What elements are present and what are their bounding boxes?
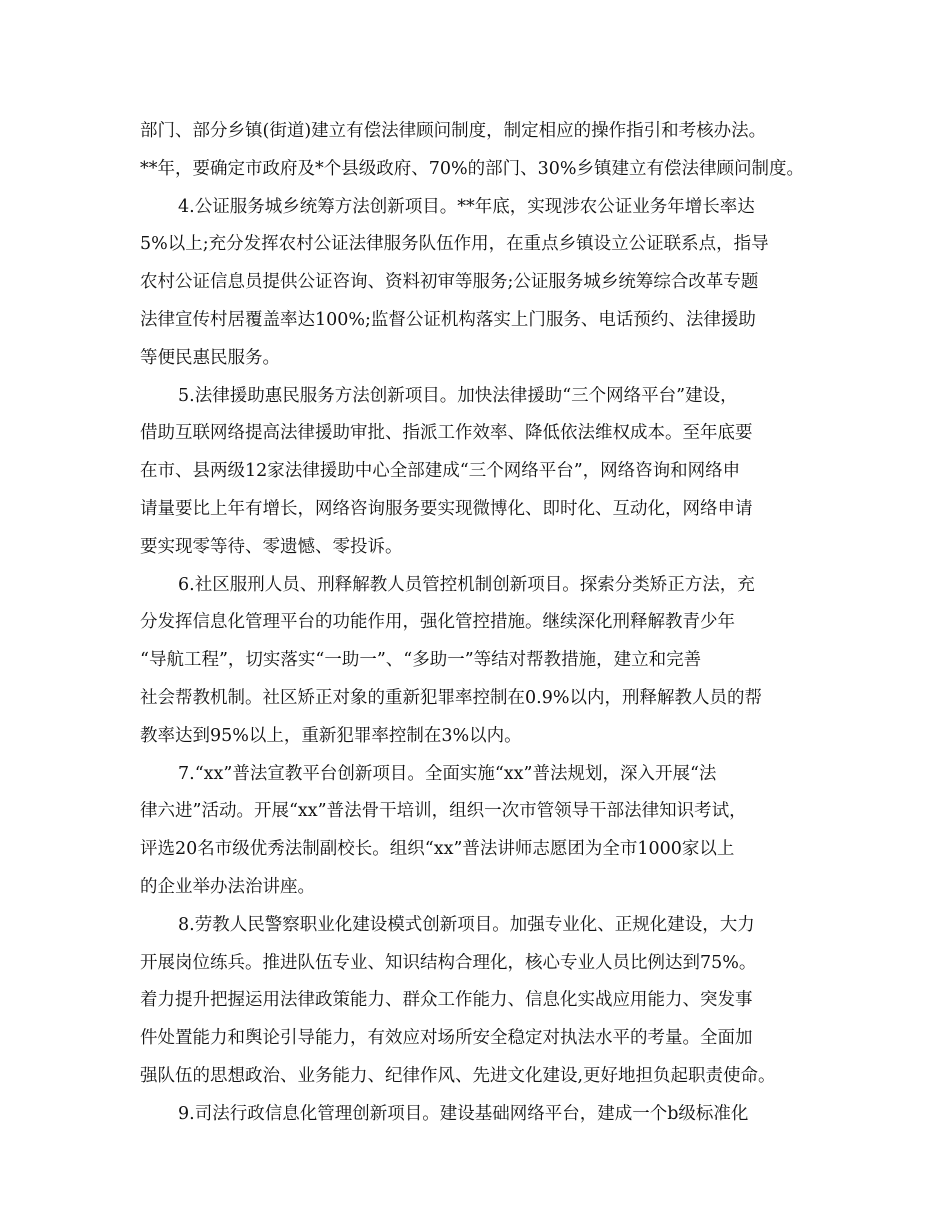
text-line: 强队伍的思想政治、业务能力、纪律作风、先进文化建设,更好地担负起职责使命。 xyxy=(140,1065,776,1086)
paragraph-first-line: 6.社区服刑人员、刑释解教人员管控机制创新项目。探索分类矫正方法，充 xyxy=(178,574,755,595)
text-line: 请量要比上年有增长，网络咨询服务要实现微博化、即时化、互动化，网络申请 xyxy=(140,498,753,519)
text-line: 法律宣传村居覆盖率达100%;监督公证机构落实上门服务、电话预约、法律援助 xyxy=(140,309,756,330)
paragraph-first-line: 7.“xx”普法宣教平台创新项目。全面实施“xx”普法规划，深入开展“法 xyxy=(178,763,717,784)
paragraph-first-line: 5.法律援助惠民服务方法创新项目。加快法律援助“三个网络平台”建设， xyxy=(178,385,738,406)
text-line: 分发挥信息化管理平台的功能作用，强化管控措施。继续深化刑释解教青少年 xyxy=(140,612,735,633)
text-line: 评选20名市级优秀法制副校长。组织“xx”普法讲师志愿团为全市1000家以上 xyxy=(140,839,735,860)
text-line: 开展岗位练兵。推进队伍专业、知识结构合理化，核心专业人员比例达到75%。 xyxy=(140,952,757,973)
text-line: 等便民惠民服务。 xyxy=(140,347,280,368)
text-line: 在市、县两级12家法律援助中心全部建成“三个网络平台”，网络咨询和网络申 xyxy=(140,461,741,482)
text-line: 要实现零等待、零遗憾、零投诉。 xyxy=(140,536,403,557)
text-line: 的企业举办法治讲座。 xyxy=(140,876,315,897)
document-body xyxy=(140,113,830,1134)
text-line: **年，要确定市政府及*个县级政府、70%的部门、30%乡镇建立有偿法律顾问制度。 xyxy=(140,158,805,179)
text-line: 借助互联网络提高法律援助审批、指派工作效率、降低依法维权成本。至年底要 xyxy=(140,423,753,444)
text-line: 农村公证信息员提供公证咨询、资料初审等服务;公证服务城乡统筹综合改革专题 xyxy=(140,272,759,293)
paragraph-first-line: 8.劳教人民警察职业化建设模式创新项目。加强专业化、正规化建设，大力 xyxy=(178,914,755,935)
paragraph-first-line: 4.公证服务城乡统筹方法创新项目。**年底，实现涉农公证业务年增长率达 xyxy=(178,196,755,217)
text-line: 部门、部分乡镇(街道)建立有偿法律顾问制度，制定相应的操作指引和考核办法。 xyxy=(140,121,767,141)
text-line: 律六进”活动。开展“xx”普法骨干培训，组织一次市管领导干部法律知识考试， xyxy=(140,801,747,822)
text-line: 教率达到95%以上，重新犯罪率控制在3%以内。 xyxy=(140,725,522,746)
text-line: 着力提升把握运用法律政策能力、群众工作能力、信息化实战应用能力、突发事 xyxy=(140,990,753,1011)
text-line: 社会帮教机制。社区矫正对象的重新犯罪率控制在0.9%以内，刑释解教人员的帮 xyxy=(140,687,762,708)
text-line: “导航工程”，切实落实“一助一”、“多助一”等结对帮教措施，建立和完善 xyxy=(140,650,702,671)
paragraph-first-line: 9.司法行政信息化管理创新项目。建设基础网络平台，建成一个b级标准化 xyxy=(178,1103,749,1124)
text-line: 件处置能力和舆论引导能力，有效应对场所安全稳定对执法水平的考量。全面加 xyxy=(140,1028,753,1049)
text-line: 5%以上;充分发挥农村公证法律服务队伍作用，在重点乡镇设立公证联系点，指导 xyxy=(140,234,769,255)
